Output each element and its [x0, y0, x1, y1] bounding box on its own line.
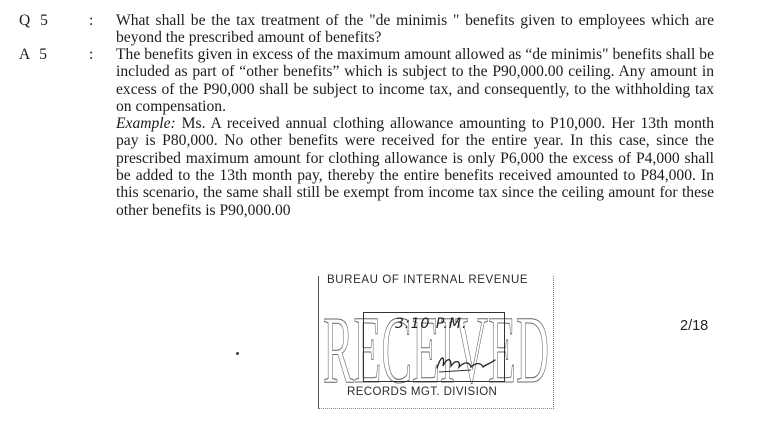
example-text: Ms. A received annual clothing allowance amounting to P10,000. Her 13th month pay is P80,000. No other benefits were received for the entire year. In this case, since the prescribed maximum amount for clothing allowance is only P6,000 the excess of P4,000 shall be added to the 13th month pay, thereby the entire benefits received amounted to P84,000. In this scenario, the same shall still be exempt from income tax since the ceiling amount for these other benefits is P90,000.00: [116, 115, 714, 219]
received-stamp: [318, 276, 554, 409]
question-colon: :: [89, 12, 94, 29]
answer-label: A 5: [19, 46, 50, 63]
example-paragraph: [116, 115, 714, 219]
stamp-top-text: BUREAU OF INTERNAL REVENUE: [327, 274, 529, 286]
stamp-received-word: RECEIVED: [323, 296, 549, 403]
answer-text: [116, 46, 714, 219]
answer-colon: :: [89, 46, 94, 63]
example-label: Example:: [116, 115, 176, 133]
stamp-time: 3:10 P.M.: [395, 316, 468, 332]
question-text: [116, 12, 714, 47]
page-number: 2/18: [680, 318, 709, 334]
stamp-bottom-text: RECORDS MGT. DIVISION: [347, 386, 498, 398]
answer-paragraph: The benefits given in excess of the maximum amount allowed as “de minimis" benefits shall be included as part of “other benefits” which is subject to the P90,000.00 ceiling. Any amount in excess of the P90,000 shall be subject to income tax, and consequently, to the withholding tax on compensation.: [116, 46, 714, 115]
signature-mark: [431, 348, 501, 376]
question-label: Q 5: [19, 12, 51, 29]
question-paragraph: What shall be the tax treatment of the "de minimis " benefits given to employees which are beyond the prescribed amount of benefits?: [116, 12, 714, 47]
speck: [236, 352, 239, 355]
